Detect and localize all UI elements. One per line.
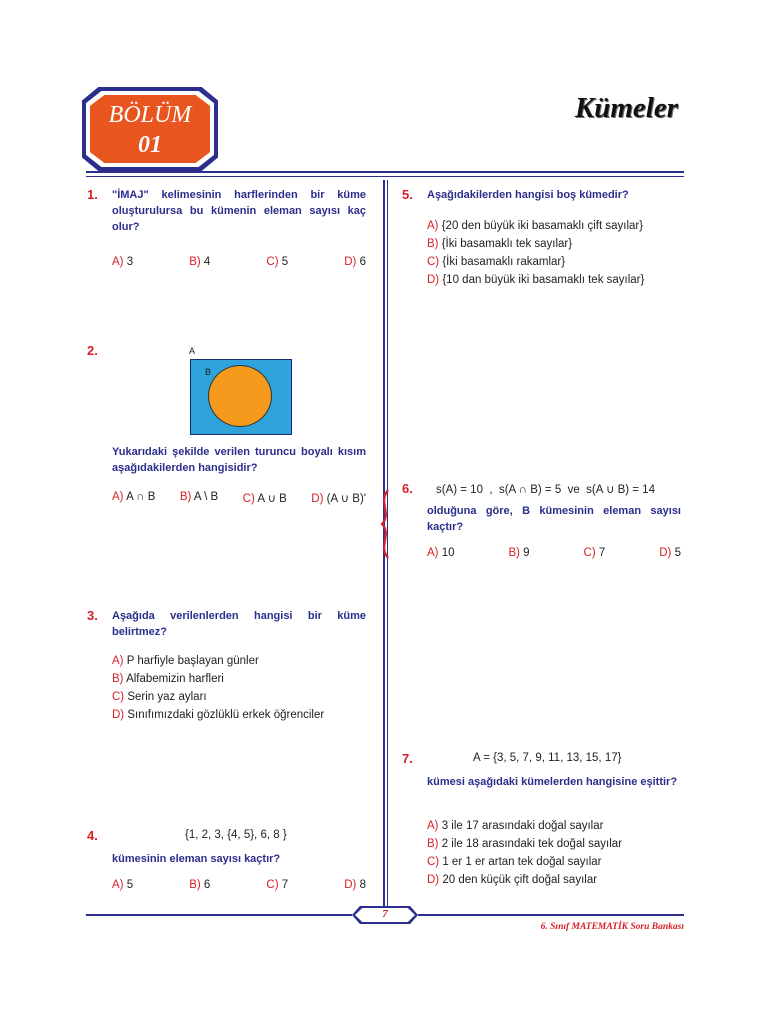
option-b[interactable]: B) 2 ile 18 arasındaki tek doğal sayılar — [427, 838, 622, 850]
option-c[interactable]: C) 5 — [266, 256, 289, 268]
footer-rule-left — [86, 914, 352, 916]
option-a[interactable]: A) 3 — [112, 256, 134, 268]
option-d[interactable]: D) 6 — [344, 256, 366, 268]
option-c[interactable]: C) 7 — [583, 547, 606, 559]
question-6-given: s(A) = 10 , s(A ∩ B) = 5 ve s(A ∪ B) = 14 — [436, 484, 655, 496]
option-d[interactable]: D) (A ∪ B)' — [311, 493, 366, 505]
venn-label-a: A — [189, 346, 196, 356]
question-3-number: 3. — [87, 608, 98, 623]
option-d[interactable]: D) 20 den küçük çift doğal sayılar — [427, 874, 598, 886]
question-4-number: 4. — [87, 828, 98, 843]
book-title: 6. Sınıf MATEMATİK Soru Bankası — [540, 922, 684, 932]
option-c[interactable]: C) 7 — [266, 879, 289, 891]
option-c[interactable]: C) 1 er 1 er artan tek doğal sayılar — [427, 856, 602, 868]
option-b[interactable]: B) A \ B — [179, 491, 219, 503]
option-c[interactable]: C) Serin yaz ayları — [112, 691, 207, 703]
option-d[interactable]: D) {10 dan büyük iki basamaklı tek sayılar} — [427, 274, 645, 286]
badge-line1: BÖLÜM — [108, 102, 192, 128]
option-a[interactable]: A) 10 — [427, 547, 455, 559]
option-b[interactable]: B) 9 — [508, 547, 530, 559]
question-2-number: 2. — [87, 343, 98, 358]
option-b[interactable]: B) {İki basamaklı tek sayılar} — [427, 238, 573, 250]
question-1-text: "İMAJ" kelimesinin harflerinden bir küme oluşturulursa bu kümenin eleman sayısı kaç olur? — [112, 189, 366, 233]
option-b[interactable]: B) 4 — [189, 256, 211, 268]
question-7-number: 7. — [402, 751, 413, 766]
option-a[interactable]: A) {20 den büyük iki basamaklı çift sayılar} — [427, 220, 644, 232]
option-a[interactable]: A) 3 ile 17 arasındaki doğal sayılar — [427, 820, 604, 832]
page-title: Kümeler — [574, 92, 678, 124]
question-2-text: Yukarıdaki şekilde verilen turuncu boyalı kısım aşağıdakilerden hangisidir? — [112, 446, 366, 474]
section-badge-text — [90, 100, 210, 160]
question-7-set: A = {3, 5, 7, 9, 11, 13, 15, 17} — [473, 752, 622, 764]
page-number: 7 — [382, 908, 388, 920]
question-1-options — [112, 256, 366, 268]
option-a[interactable]: A) 5 — [112, 879, 134, 891]
option-c[interactable]: C) A ∪ B — [242, 493, 287, 505]
option-d[interactable]: D) 8 — [344, 879, 366, 891]
question-2-options — [112, 491, 366, 505]
venn-label-b: B — [205, 367, 212, 377]
question-5-text: Aşağıdakilerden hangisi boş kümedir? — [427, 189, 629, 201]
question-3-text: Aşağıda verilenlerden hangisi bir küme belirtmez? — [112, 610, 366, 638]
venn-diagram — [188, 346, 292, 436]
option-b[interactable]: B) 6 — [189, 879, 211, 891]
question-4-set: {1, 2, 3, {4, 5}, 6, 8 } — [185, 829, 287, 841]
question-1-number: 1. — [87, 187, 98, 202]
header-rule-bottom — [86, 176, 684, 177]
option-a[interactable]: A) A ∩ B — [112, 491, 156, 503]
question-4-options — [112, 879, 366, 891]
question-4-text: kümesinin eleman sayısı kaçtır? — [112, 853, 281, 865]
header-rule-top — [86, 171, 684, 173]
option-d[interactable]: D) Sınıfımızdaki gözlüklü erkek öğrenciler — [112, 709, 325, 721]
option-d[interactable]: D) 5 — [659, 547, 681, 559]
option-a[interactable]: A) P harfiyle başlayan günler — [112, 655, 259, 667]
venn-set-b — [208, 365, 272, 427]
question-7-text: kümesi aşağıdaki kümelerden hangisine eşittir? — [427, 776, 678, 788]
option-c[interactable]: C) {İki basamaklı rakamlar} — [427, 256, 566, 268]
question-6-options — [427, 547, 681, 559]
question-6-number: 6. — [402, 481, 413, 496]
footer-rule-right — [418, 914, 684, 916]
question-3-options — [112, 652, 372, 724]
divider-ornament — [374, 488, 396, 560]
question-6-text: olduğuna göre, B kümesinin eleman sayısı kaçtır? — [427, 505, 681, 533]
badge-line2: 01 — [138, 132, 162, 158]
question-5-options — [427, 217, 687, 289]
question-5-number: 5. — [402, 187, 413, 202]
option-b[interactable]: B) Alfabemizin harfleri — [112, 673, 224, 685]
question-7-options — [427, 817, 687, 889]
